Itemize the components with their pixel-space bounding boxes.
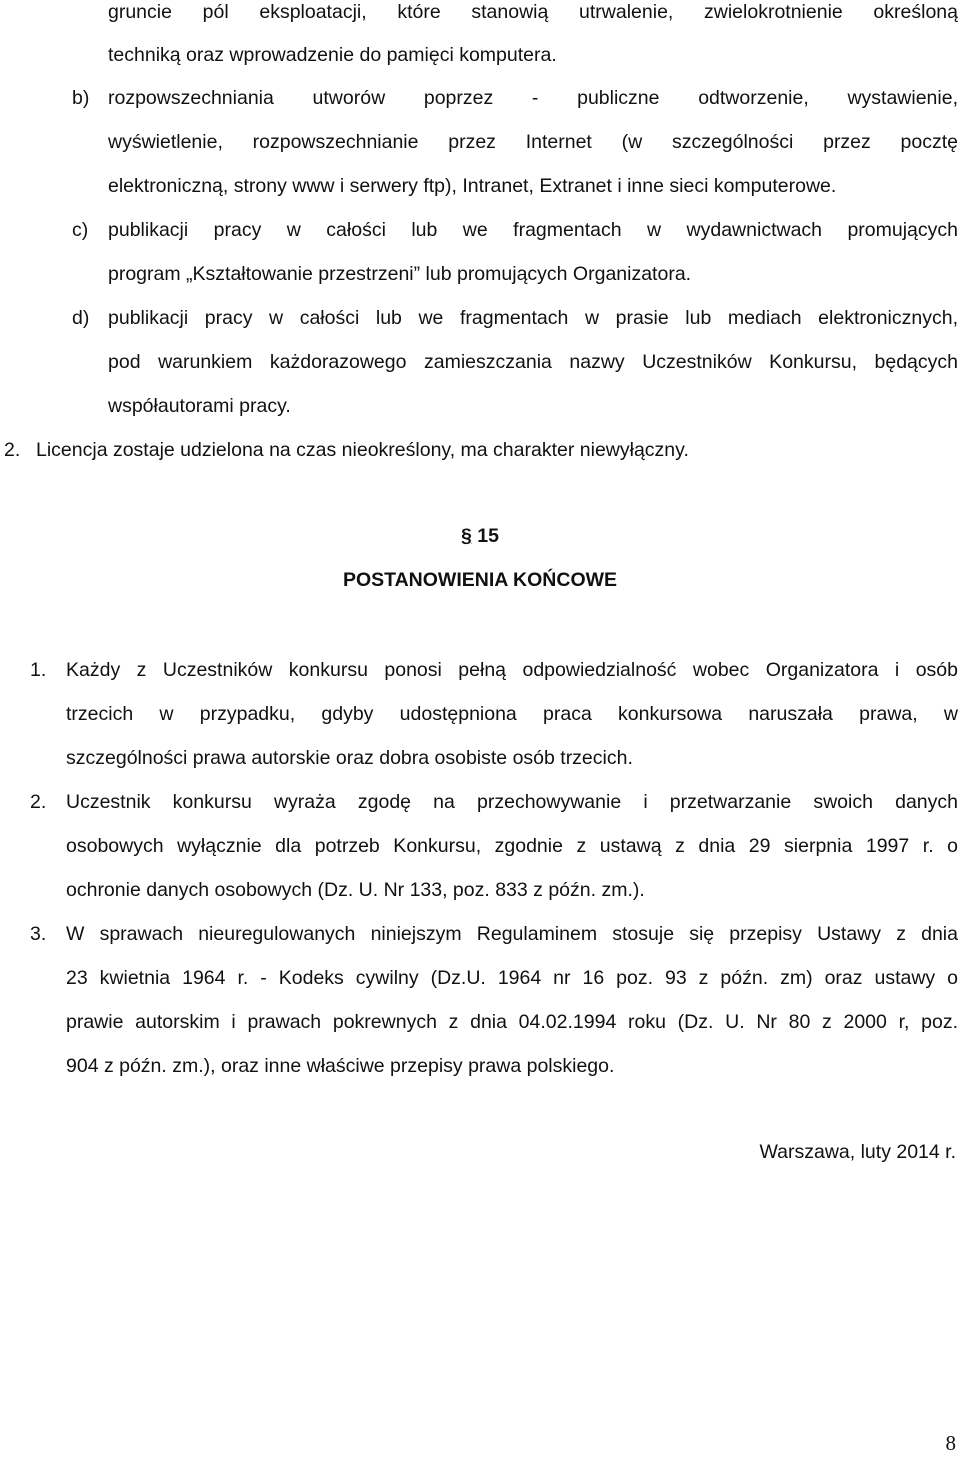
- final-item-1-marker: 1.: [30, 659, 47, 681]
- final-item-3-line-2: 23 kwietnia 1964 r. - Kodeks cywilny (Dz.U. 1964 nr 16 poz. 93 z późn. zm) oraz ustawy o: [66, 967, 958, 989]
- list-b-line-3: elektroniczną, strony www i serwery ftp), Intranet, Extranet i inne sieci komputerowe.: [108, 175, 837, 197]
- place-date: Warszawa, luty 2014 r.: [759, 1141, 956, 1163]
- page-number: 8: [945, 1431, 956, 1455]
- list-b-line-1: rozpowszechniania utworów poprzez - publiczne odtworzenie, wystawienie,: [108, 87, 958, 109]
- final-item-2-line-2: osobowych wyłącznie dla potrzeb Konkursu, zgodnie z ustawą z dnia 29 sierpnia 1997 r. o: [66, 835, 958, 857]
- list-b-line-2: wyświetlenie, rozpowszechnianie przez Internet (w szczególności przez pocztę: [108, 131, 958, 153]
- list-d-line-1: publikacji pracy w całości lub we fragmentach w prasie lub mediach elektronicznych,: [108, 307, 958, 329]
- list-d-marker: d): [72, 307, 90, 329]
- list-d-line-3: współautorami pracy.: [108, 395, 291, 417]
- list-c-line-1: publikacji pracy w całości lub we fragmentach w wydawnictwach promujących: [108, 219, 958, 241]
- license-item-marker: 2.: [4, 439, 21, 461]
- list-d-line-2: pod warunkiem każdorazowego zamieszczania nazwy Uczestników Konkursu, będących: [108, 351, 958, 373]
- section-heading: [0, 524, 960, 548]
- final-item-3-line-1: W sprawach nieuregulowanych niniejszym Regulaminem stosuje się przepisy Ustawy z dnia: [66, 923, 958, 945]
- final-item-1-line-3: szczególności prawa autorskie oraz dobra osobiste osób trzecich.: [66, 747, 633, 769]
- section-number: 15: [477, 525, 499, 547]
- final-item-1-line-1: Każdy z Uczestników konkursu ponosi pełną odpowiedzialność wobec Organizatora i osób: [66, 659, 958, 681]
- final-item-3-line-3: prawie autorskim i prawach pokrewnych z dnia 04.02.1994 roku (Dz. U. Nr 80 z 2000 r, poz.: [66, 1011, 958, 1033]
- final-item-2-line-3: ochronie danych osobowych (Dz. U. Nr 133, poz. 833 z późn. zm.).: [66, 879, 645, 901]
- final-item-3-marker: 3.: [30, 923, 47, 945]
- list-a-line-2: techniką oraz wprowadzenie do pamięci komputera.: [108, 44, 557, 66]
- license-item-text: Licencja zostaje udzielona na czas nieokreślony, ma charakter niewyłączny.: [36, 439, 689, 461]
- list-c-marker: c): [72, 219, 89, 241]
- section-symbol: §: [461, 525, 472, 547]
- list-a-line-1: gruncie pól eksploatacji, które stanowią utrwalenie, zwielokrotnienie określoną: [108, 1, 958, 23]
- final-item-2-line-1: Uczestnik konkursu wyraża zgodę na przechowywanie i przetwarzanie swoich danych: [66, 791, 958, 813]
- final-item-1-line-2: trzecich w przypadku, gdyby udostępniona praca konkursowa naruszała prawa, w: [66, 703, 958, 725]
- final-item-2-marker: 2.: [30, 791, 47, 813]
- section-title: POSTANOWIENIA KOŃCOWE: [342, 569, 618, 591]
- list-b-marker: b): [72, 87, 90, 109]
- list-c-line-2: program „Kształtowanie przestrzeni” lub promujących Organizatora.: [108, 263, 692, 285]
- final-item-3-line-4: 904 z późn. zm.), oraz inne właściwe przepisy prawa polskiego.: [66, 1055, 615, 1077]
